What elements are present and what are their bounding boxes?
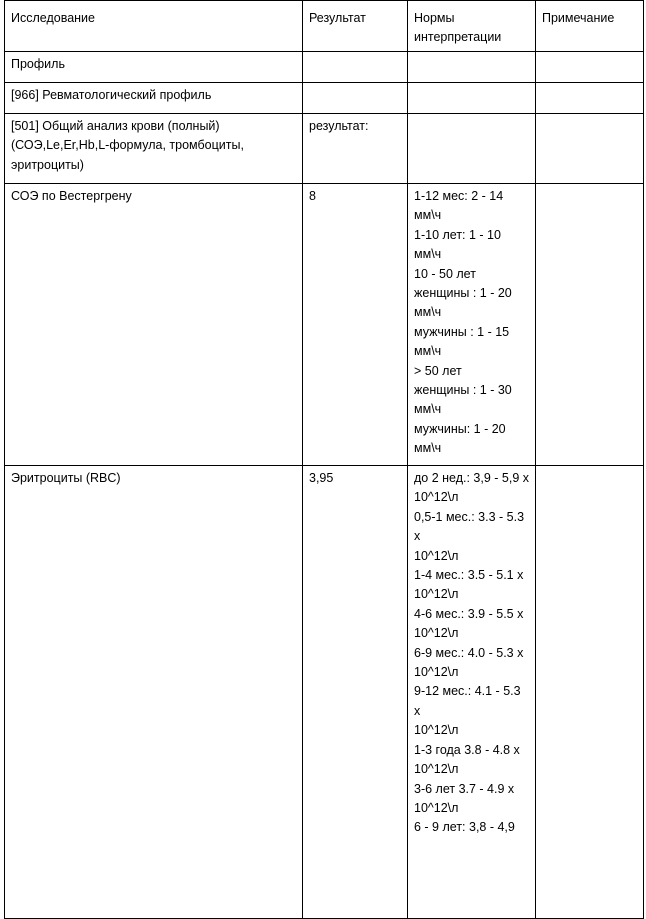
norm-line: 10^12\л bbox=[414, 548, 459, 563]
norm-line: 1-3 года 3.8 - 4.8 х bbox=[414, 742, 520, 757]
header-note: Примечание bbox=[536, 1, 644, 52]
norm-line: > 50 лет bbox=[414, 363, 462, 378]
header-study: Исследование bbox=[5, 1, 303, 52]
cell-note-esr bbox=[536, 184, 644, 466]
norm-line: 10^12\л bbox=[414, 490, 459, 505]
cell-result-rheum-profile bbox=[303, 83, 408, 114]
header-result: Результат bbox=[303, 1, 408, 52]
cell-norms-rheum-profile bbox=[408, 83, 536, 114]
cell-norms-rbc bbox=[408, 466, 536, 919]
norm-line: 10^12\л bbox=[414, 723, 459, 738]
table-row-cbc bbox=[5, 114, 644, 184]
norm-line: до 2 нед.: 3,9 - 5,9 х bbox=[414, 471, 530, 485]
cell-result-profile bbox=[303, 52, 408, 83]
cell-result-cbc: результат: bbox=[303, 114, 408, 184]
cell-norms-esr bbox=[408, 184, 536, 466]
cell-result-rbc: 3,95 bbox=[303, 466, 408, 919]
results-table bbox=[4, 0, 644, 919]
norm-line: 10^12\л bbox=[414, 665, 459, 680]
norm-line: женщины : 1 - 20 мм\ч bbox=[414, 286, 512, 320]
norm-line: 0,5-1 мес.: 3.3 - 5.3 х bbox=[414, 509, 525, 544]
norm-line: 10^12\л bbox=[414, 762, 459, 777]
table-row-esr bbox=[5, 184, 644, 466]
cell-study-rheum-profile: [966] Ревматологический профиль bbox=[5, 83, 303, 114]
norm-line: мужчины : 1 - 15 мм\ч bbox=[414, 324, 510, 359]
norm-line: 10^12\л bbox=[414, 800, 459, 815]
header-norms: Нормы интерпретации bbox=[408, 1, 536, 52]
cell-result-esr: 8 bbox=[303, 184, 408, 466]
cell-study-profile: Профиль bbox=[5, 52, 303, 83]
table-row-rheum-profile bbox=[5, 83, 644, 114]
norm-line: 6 - 9 лет: 3,8 - 4,9 bbox=[414, 820, 515, 835]
norm-line: 10^12\л bbox=[414, 587, 459, 602]
norm-line: женщины : 1 - 30 мм\ч bbox=[414, 383, 512, 417]
norm-line: 1-10 лет: 1 - 10 мм\ч bbox=[414, 227, 501, 262]
table-header-row bbox=[5, 1, 644, 52]
norm-line: 4-6 мес.: 3.9 - 5.5 х bbox=[414, 606, 524, 621]
norm-line: 9-12 мес.: 4.1 - 5.3 х bbox=[414, 684, 521, 718]
norm-line: мужчины: 1 - 20 мм\ч bbox=[414, 421, 506, 456]
cell-norms-cbc bbox=[408, 114, 536, 184]
norm-line: 10^12\л bbox=[414, 626, 459, 641]
norm-line: 6-9 мес.: 4.0 - 5.3 х bbox=[414, 645, 524, 660]
cell-study-rbc: Эритроциты (RBC) bbox=[5, 466, 303, 919]
norm-line: 3-6 лет 3.7 - 4.9 х bbox=[414, 781, 515, 796]
cell-note-cbc bbox=[536, 114, 644, 184]
cell-study-esr: СОЭ по Вестергрену bbox=[5, 184, 303, 466]
cell-norms-profile bbox=[408, 52, 536, 83]
cell-note-rheum-profile bbox=[536, 83, 644, 114]
norm-line: 1-4 мес.: 3.5 - 5.1 х bbox=[414, 568, 524, 583]
norm-line: 1-12 мес: 2 - 14 мм\ч bbox=[414, 189, 504, 223]
table-row-rbc bbox=[5, 466, 644, 919]
table-row-profile bbox=[5, 52, 644, 83]
cell-study-cbc: [501] Общий анализ крови (полный)(СОЭ,Le,Er,Hb,L-формула, тромбоциты, эритроциты) bbox=[5, 114, 303, 184]
norm-line: 10 - 50 лет bbox=[414, 266, 476, 281]
cell-note-profile bbox=[536, 52, 644, 83]
cell-note-rbc bbox=[536, 466, 644, 919]
